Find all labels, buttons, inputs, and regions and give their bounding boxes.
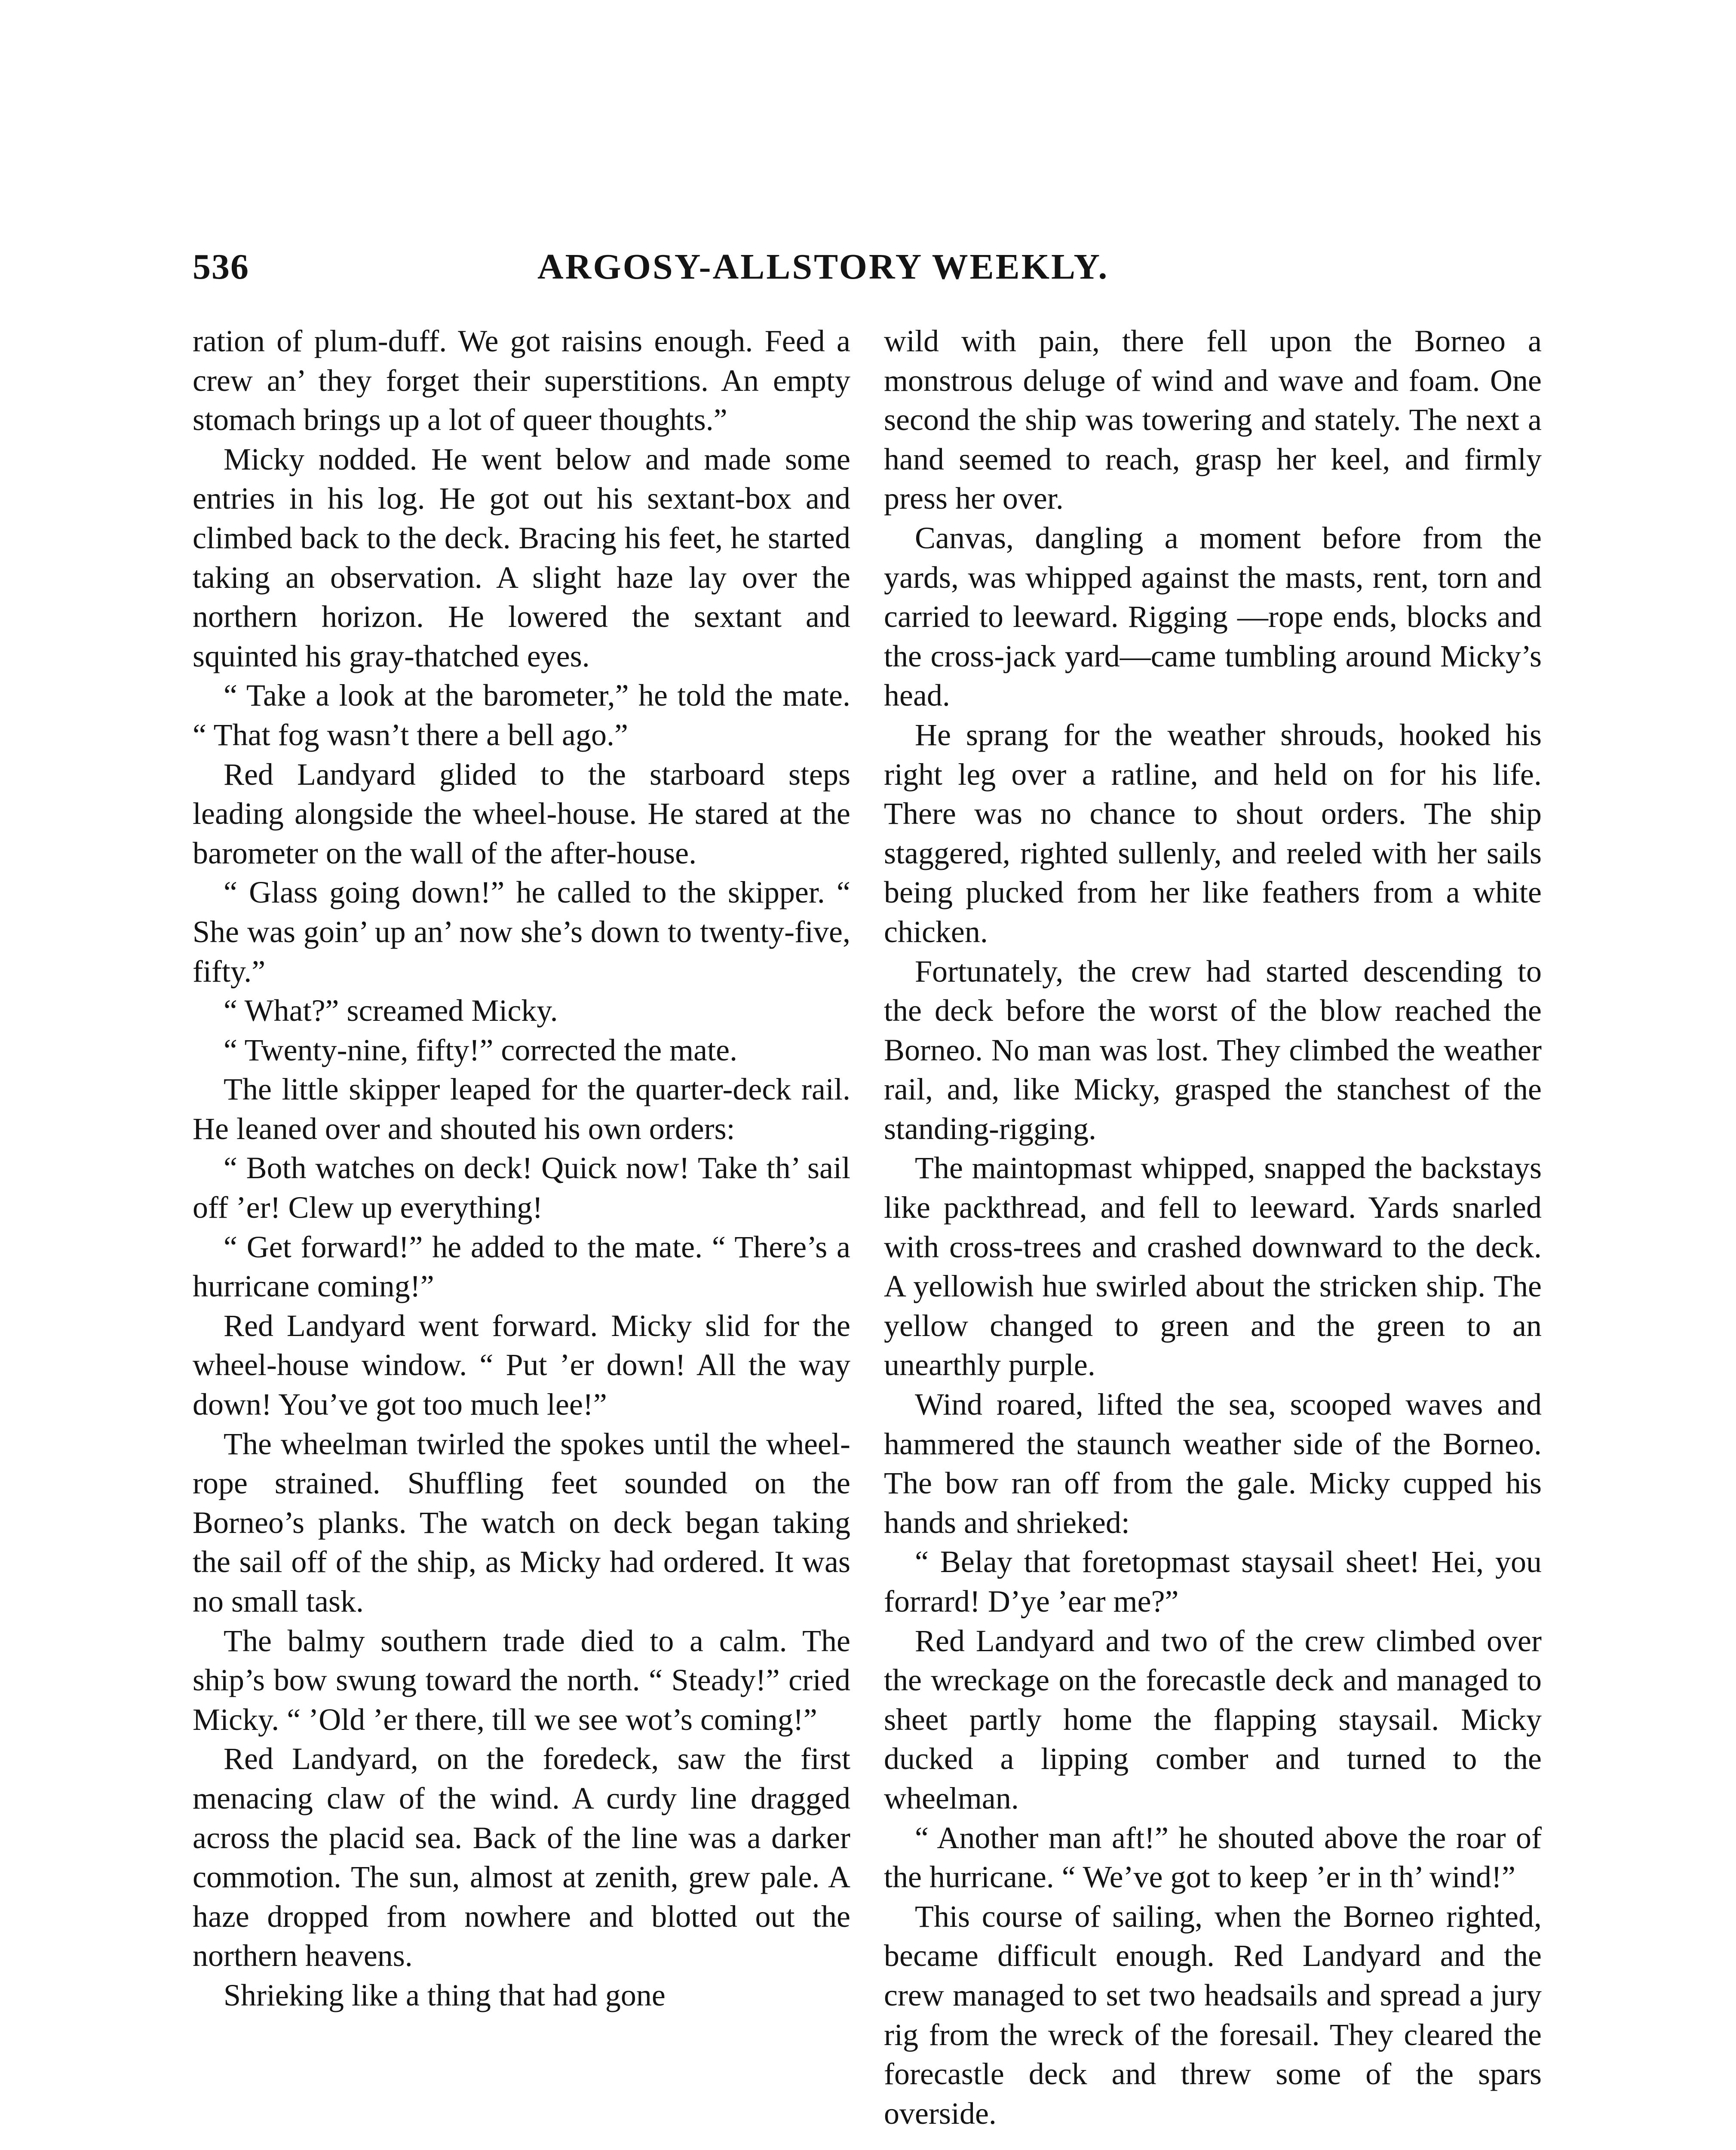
right-column bbox=[884, 322, 1542, 2133]
paragraph: Shrieking like a thing that had gone bbox=[224, 1978, 666, 2012]
paragraph: This course of sailing, when the Borneo righted, became difficult enough. Red Landyard and the crew managed to set two headsails and spread a jury rig from the wreck of the foresail. They cleared the forecastle deck and threw some of the spars overside. bbox=[884, 1899, 1542, 2131]
paragraph: Fortunately, the crew had started descending to the deck before the worst of the blow reached the Borneo. No man was lost. They climbed the weather rail, and, like Micky, grasped the stanchest of the standing-rigging. bbox=[884, 954, 1542, 1146]
paragraph: “ Twenty-nine, fifty!” corrected the mate. bbox=[224, 1032, 738, 1067]
paragraph: The balmy southern trade died to a calm. The ship’s bow swung toward the north. “ Steady!” cried Micky. “ ’Old ’er there, till we see wot’s coming!” bbox=[193, 1623, 850, 1737]
paragraph: “ Take a look at the barometer,” he told the mate. “ That fog wasn’t there a bell ago.” bbox=[193, 678, 850, 752]
paragraph: Micky nodded. He went below and made some entries in his log. He got out his sextant-box and climbed back to the deck. Bracing his feet, he started taking an observation. A slight haze lay over the northern horizon. He lowered the sextant and squinted his gray-thatched eyes. bbox=[193, 442, 850, 673]
paragraph: “ Both watches on deck! Quick now! Take th’ sail off ’er! Clew up everything! bbox=[193, 1151, 850, 1225]
paragraph: Red Landyard, on the foredeck, saw the first menacing claw of the wind. A curdy line dragged across the placid sea. Back of the line was a darker commotion. The sun, almost at zenith, grew pale. A haze dropped from nowhere and blotted out the northern heavens. bbox=[193, 1742, 850, 1973]
paragraph: “ Belay that foretopmast staysail sheet! Hei, you forrard! D’ye ’ear me?” bbox=[884, 1545, 1542, 1619]
paragraph: The wheelman twirled the spokes until the wheel-rope strained. Shuffling feet sounded on the Borneo’s planks. The watch on deck began taking the sail off of the ship, as Micky had ordered. It was no small task. bbox=[193, 1426, 850, 1619]
left-column bbox=[193, 322, 850, 2015]
paragraph: “ Another man aft!” he shouted above the roar of the hurricane. “ We’ve got to keep ’er in th’ wind!” bbox=[884, 1820, 1542, 1895]
paragraph: Wind roared, lifted the sea, scooped waves and hammered the staunch weather side of the Borneo. The bow ran off from the gale. Micky cupped his hands and shrieked: bbox=[884, 1387, 1542, 1540]
paragraph: Canvas, dangling a moment before from the yards, was whipped against the masts, rent, torn and carried to leeward. Rigging —rope ends, blocks and the cross-jack yard—came tumbling around Micky’s head. bbox=[884, 520, 1542, 713]
paragraph: wild with pain, there fell upon the Borneo a monstrous deluge of wind and wave and foam. One second the ship was towering and stately. The next a hand seemed to reach, grasp her keel, and firmly press her over. bbox=[884, 324, 1542, 516]
paragraph: Red Landyard went forward. Micky slid for the wheel-house window. “ Put ’er down! All the way down! You’ve got too much lee!” bbox=[193, 1308, 850, 1422]
paragraph: “ Get forward!” he added to the mate. “ There’s a hurricane coming!” bbox=[193, 1229, 850, 1304]
paragraph: The little skipper leaped for the quarter-deck rail. He leaned over and shouted his own orders: bbox=[193, 1072, 850, 1146]
running-title: ARGOSY-ALLSTORY WEEKLY. bbox=[537, 247, 1109, 287]
paragraph: Red Landyard glided to the starboard steps leading alongside the wheel-house. He stared at the barometer on the wall of the after-house. bbox=[193, 757, 850, 870]
paragraph: The maintopmast whipped, snapped the backstays like packthread, and fell to leeward. Yards snarled with cross-trees and crashed downward to the deck. A yellowish hue swirled about the stricken ship. The yellow changed to green and the green to an unearthly purple. bbox=[884, 1151, 1542, 1382]
paragraph: ration of plum-duff. We got raisins enough. Feed a crew an’ they forget their superstitions. An empty stomach brings up a lot of queer thoughts.” bbox=[193, 324, 850, 437]
paragraph: “ Glass going down!” he called to the skipper. “ She was goin’ up an’ now she’s down to twenty-five, fifty.” bbox=[193, 875, 850, 989]
paragraph: He sprang for the weather shrouds, hooked his right leg over a ratline, and held on for his life. There was no chance to shout orders. The ship staggered, righted sullenly, and reeled with her sails being plucked from her like feathers from a white chicken. bbox=[884, 717, 1542, 949]
paragraph: Red Landyard and two of the crew climbed over the wreckage on the forecastle deck and managed to sheet partly home the flapping staysail. Micky ducked a lipping comber and turned to the wheelman. bbox=[884, 1623, 1542, 1815]
page-number: 536 bbox=[193, 247, 249, 287]
paragraph: “ What?” screamed Micky. bbox=[224, 993, 558, 1028]
